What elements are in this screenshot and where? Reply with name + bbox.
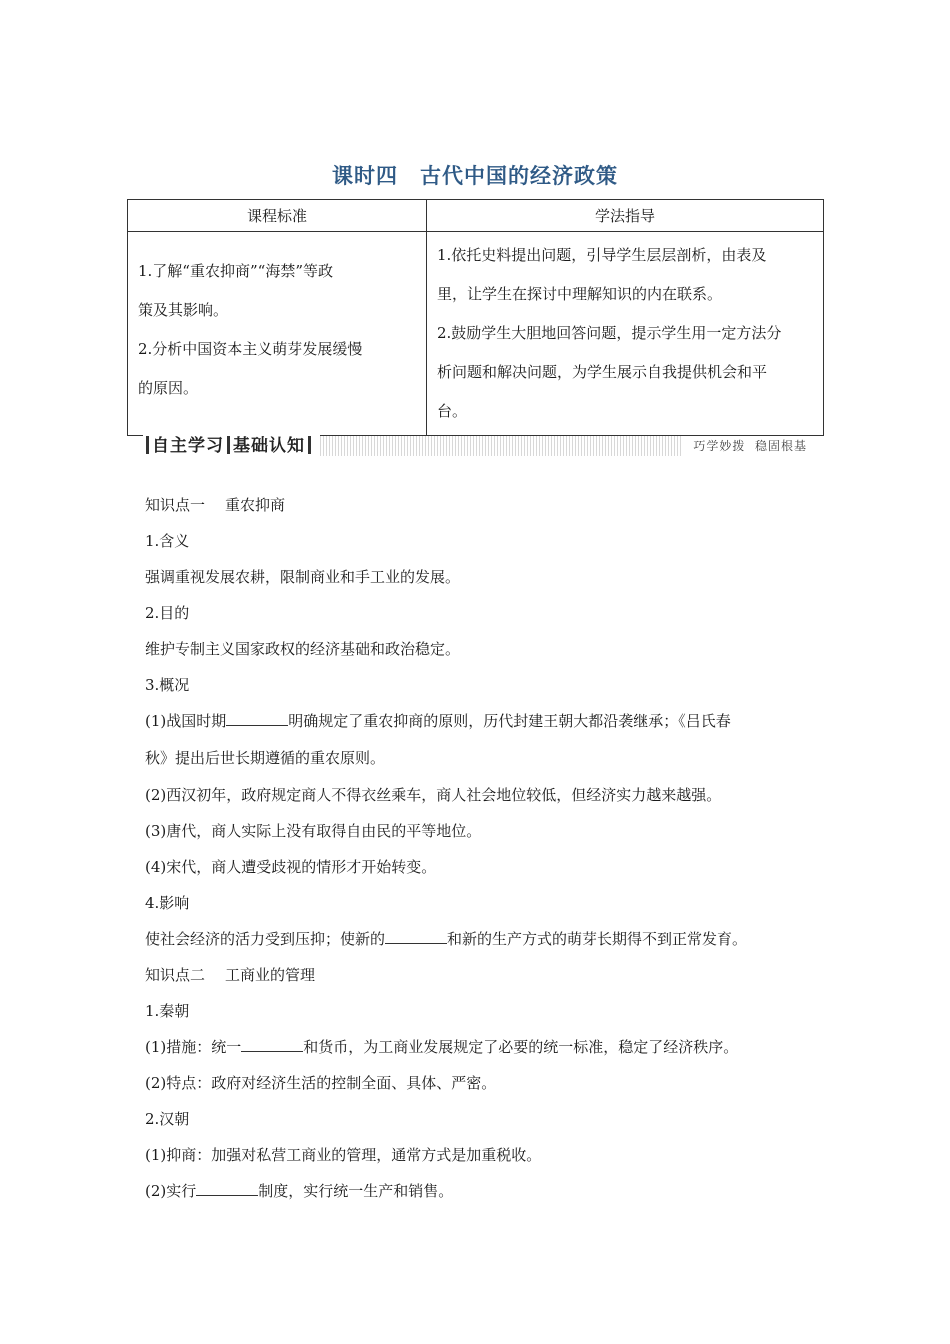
paragraph: (1)措施：统一 和货币，为工商业发展规定了必要的统一标准，稳定了经济秩序。 [145, 1038, 739, 1056]
page-title [0, 160, 950, 190]
fill-blank[interactable] [241, 1037, 303, 1052]
heading: 4.影响 [145, 894, 190, 912]
standard-line: 1.了解“重农抑商”“海禁”等政 [138, 262, 333, 280]
paragraph: (3)唐代，商人实际上没有取得自由民的平等地位。 [145, 822, 482, 840]
guide-line: 台。 [437, 402, 468, 420]
standard-line: 的原因。 [138, 379, 199, 397]
banner-label-self-study: 自主学习 [152, 436, 224, 456]
fill-blank[interactable] [196, 1181, 258, 1196]
heading: 2.目的 [145, 604, 190, 622]
study-guide-cell [427, 232, 824, 436]
banner-label-basic: 基础认知 [233, 436, 305, 456]
title-lesson: 课时四 [332, 164, 398, 188]
paragraph: (1)抑商：加强对私营工商业的管理，通常方式是加重税收。 [145, 1146, 542, 1164]
paragraph: 强调重视发展农耕，限制商业和手工业的发展。 [145, 568, 461, 586]
section-banner [143, 433, 807, 459]
header-study-guide: 学法指导 [427, 200, 824, 232]
heading: 1.秦朝 [145, 1002, 190, 1020]
heading: 1.含义 [145, 532, 190, 550]
paragraph: (2)西汉初年，政府规定商人不得衣丝乘车，商人社会地位较低，但经济实力越来越强。 [145, 786, 722, 804]
paragraph: 秋》提出后世长期遵循的重农原则。 [145, 749, 386, 767]
guide-line: 析问题和解决问题，为学生展示自我提供机会和平 [437, 363, 768, 381]
banner-label [143, 433, 320, 459]
guide-line: 1.依托史料提出问题，引导学生层层剖析，由表及 [437, 246, 767, 264]
standards-table [127, 199, 824, 436]
guide-line: 里，让学生在探讨中理解知识的内在联系。 [437, 285, 723, 303]
title-topic: 古代中国的经济政策 [420, 164, 618, 188]
slogan-b: 稳固根基 [754, 439, 807, 453]
standard-line: 2.分析中国资本主义萌芽发展缓慢 [138, 340, 363, 358]
paragraph: (1)战国时期 明确规定了重农抑商的原则，历代封建王朝大都沿袭继承；《吕氏春 [145, 712, 731, 730]
slogan-a: 巧学妙拨 [693, 439, 746, 453]
paragraph: 维护专制主义国家政权的经济基础和政治稳定。 [145, 640, 461, 658]
standard-line: 策及其影响。 [138, 301, 229, 319]
heading: 2.汉朝 [145, 1110, 190, 1128]
heading: 3.概况 [145, 676, 190, 694]
paragraph: (2)特点：政府对经济生活的控制全面、具体、严密。 [145, 1074, 497, 1092]
paragraph: (4)宋代，商人遭受歧视的情形才开始转变。 [145, 858, 437, 876]
guide-line: 2.鼓励学生大胆地回答问题，提示学生用一定方法分 [437, 324, 782, 342]
knowledge-point-2-title: 知识点二 工商业的管理 [145, 966, 316, 984]
fill-blank[interactable] [385, 929, 447, 944]
fill-blank[interactable] [226, 711, 288, 726]
main-content [145, 487, 825, 1209]
knowledge-point-1-title: 知识点一 重农抑商 [145, 496, 286, 514]
banner-slogan [683, 436, 807, 456]
paragraph: (2)实行 制度，实行统一生产和销售。 [145, 1182, 454, 1200]
paragraph: 使社会经济的活力受到压抑；使新的 和新的生产方式的萌芽长期得不到正常发育。 [145, 930, 748, 948]
header-course-standard: 课程标准 [128, 200, 427, 232]
course-standard-cell [128, 232, 427, 436]
